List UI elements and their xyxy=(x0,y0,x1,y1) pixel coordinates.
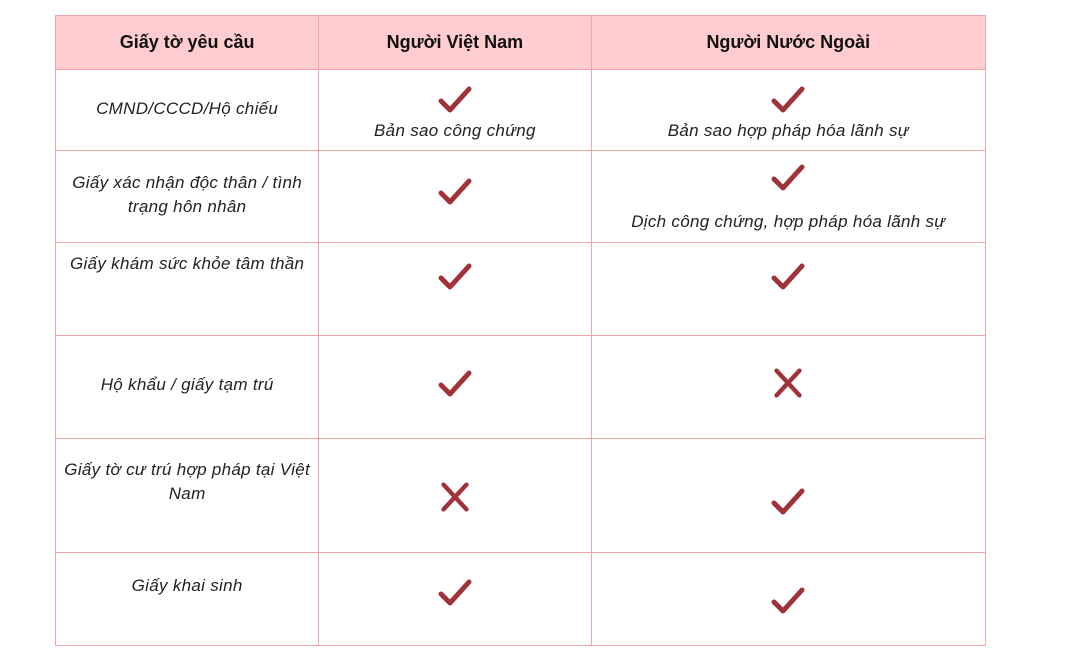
header-foreigner: Người Nước Ngoài xyxy=(591,16,985,70)
document-label: Hộ khẩu / giấy tạm trú xyxy=(100,375,274,395)
check-icon xyxy=(438,578,472,608)
check-icon xyxy=(438,177,472,207)
foreigner-cell xyxy=(591,552,985,645)
foreigner-cell xyxy=(591,243,985,336)
header-vietnamese: Người Việt Nam xyxy=(319,16,591,70)
header-document: Giấy tờ yêu cầu xyxy=(56,16,319,70)
check-icon xyxy=(438,369,472,399)
table-row xyxy=(56,438,986,552)
table-row xyxy=(56,336,986,438)
foreigner-cell xyxy=(591,70,985,151)
vietnamese-cell xyxy=(319,552,591,645)
check-icon xyxy=(771,487,805,517)
foreigner-cell xyxy=(591,336,985,438)
note-text: Bản sao hợp pháp hóa lãnh sự xyxy=(667,121,909,140)
document-cell xyxy=(56,438,319,552)
foreigner-cell xyxy=(591,151,985,243)
check-icon xyxy=(771,262,805,292)
vietnamese-cell xyxy=(319,151,591,243)
check-icon xyxy=(771,163,805,193)
cross-icon xyxy=(438,482,472,512)
table-row xyxy=(56,552,986,645)
cross-icon xyxy=(771,368,805,398)
table-row xyxy=(56,151,986,243)
header-row xyxy=(56,16,986,70)
check-icon xyxy=(771,586,805,616)
document-label: CMND/CCCD/Hộ chiếu xyxy=(96,99,279,118)
vietnamese-cell xyxy=(319,336,591,438)
vietnamese-cell xyxy=(319,243,591,336)
document-cell xyxy=(56,151,319,243)
table-row xyxy=(56,243,986,336)
document-cell xyxy=(56,243,319,336)
check-icon xyxy=(771,85,805,115)
document-label: Giấy khai sinh xyxy=(131,575,243,595)
document-label: Giấy tờ cư trú hợp pháp tại Việt Nam xyxy=(64,459,310,503)
document-label: Giấy xác nhận độc thân / tình trạng hôn nhân xyxy=(72,173,303,217)
document-cell xyxy=(56,336,319,438)
foreigner-cell xyxy=(591,438,985,552)
note-text: Dịch công chứng, hợp pháp hóa lãnh sự xyxy=(631,212,946,232)
note-text: Bản sao công chứng xyxy=(374,121,536,140)
document-cell xyxy=(56,70,319,151)
vietnamese-cell xyxy=(319,438,591,552)
table-row xyxy=(56,70,986,151)
check-icon xyxy=(438,85,472,115)
vietnamese-cell xyxy=(319,70,591,151)
requirements-table xyxy=(55,15,986,646)
document-cell xyxy=(56,552,319,645)
document-label: Giấy khám sức khỏe tâm thần xyxy=(69,254,305,274)
check-icon xyxy=(438,262,472,292)
